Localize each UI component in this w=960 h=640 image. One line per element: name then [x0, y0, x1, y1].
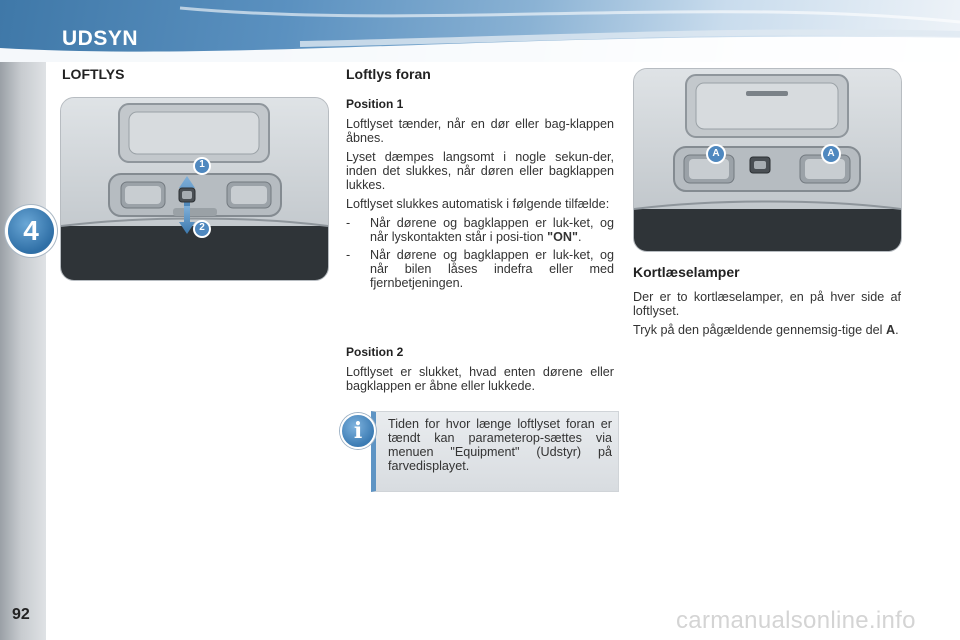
info-box [371, 411, 619, 492]
kort-paragraph-1: Der er to kortlæselamper, en på hver side af loftlyset. [633, 290, 901, 318]
watermark: carmanualsonline.info [676, 607, 916, 634]
header-swoosh [0, 0, 960, 62]
info-text: Tiden for hvor længe loftlyset foran er tændt kan parameterop-sættes via menuen "Equipment" (Udstyr) på farvedisplayet. [388, 417, 612, 473]
marker-a-right: A [827, 148, 835, 159]
info-icon: i [340, 413, 376, 449]
heading-kortlaeselamper: Kortlæselamper [633, 264, 740, 280]
list-item [346, 248, 614, 290]
position-2-paragraph: Loftlyset er slukket, hvad enten dørene eller bagklappen er åbne eller lukkede. [346, 365, 614, 393]
position-2-title: Position 2 [346, 345, 404, 359]
list-item-text: Når dørene og bagklappen er luk-ket, og når lyskontakten står i posi-tion "ON". [370, 216, 614, 244]
sidebar-strip [0, 62, 46, 640]
position-1-block [346, 97, 614, 294]
list-dash: - [346, 248, 351, 262]
list-item [346, 216, 614, 244]
list-item-text: Når dørene og bagklappen er luk-ket, og når bilen låses indefra eller med fjernbetjeningen. [370, 248, 614, 290]
page-title: UDSYN [62, 27, 139, 50]
position-1-paragraph-1: Loftlyset tænder, når en dør eller bag-klappen åbnes. [346, 117, 614, 145]
chapter-tab[interactable]: 4 [8, 208, 54, 254]
heading-loftlys: LOFTLYS [62, 66, 125, 82]
on-label: "ON" [547, 230, 578, 244]
illustration-map-lamps [633, 68, 902, 252]
page-header [0, 0, 960, 62]
illustration-ceiling-light-positions [60, 97, 329, 281]
marker-position-2: 2 [199, 222, 205, 233]
heading-loftlys-foran: Loftlys foran [346, 66, 431, 82]
marker-position-1: 1 [199, 159, 205, 170]
kort-paragraph-2: Tryk på den pågældende gennemsig-tige del A. [633, 323, 899, 337]
position-1-title: Position 1 [346, 97, 404, 111]
position-1-paragraph-2: Lyset dæmpes langsomt i nogle sekun-der, inden det slukkes, når døren eller bagklappen lukkes. [346, 150, 614, 192]
position-2-block [346, 345, 614, 398]
list-dash: - [346, 216, 351, 230]
kortlaeselamper-block [633, 290, 901, 342]
position-1-paragraph-3: Loftlyset slukkes automatisk i følgende tilfælde: [346, 197, 610, 211]
page-number: 92 [12, 606, 30, 623]
marker-a-left: A [712, 148, 720, 159]
part-a-label: A [885, 323, 896, 337]
